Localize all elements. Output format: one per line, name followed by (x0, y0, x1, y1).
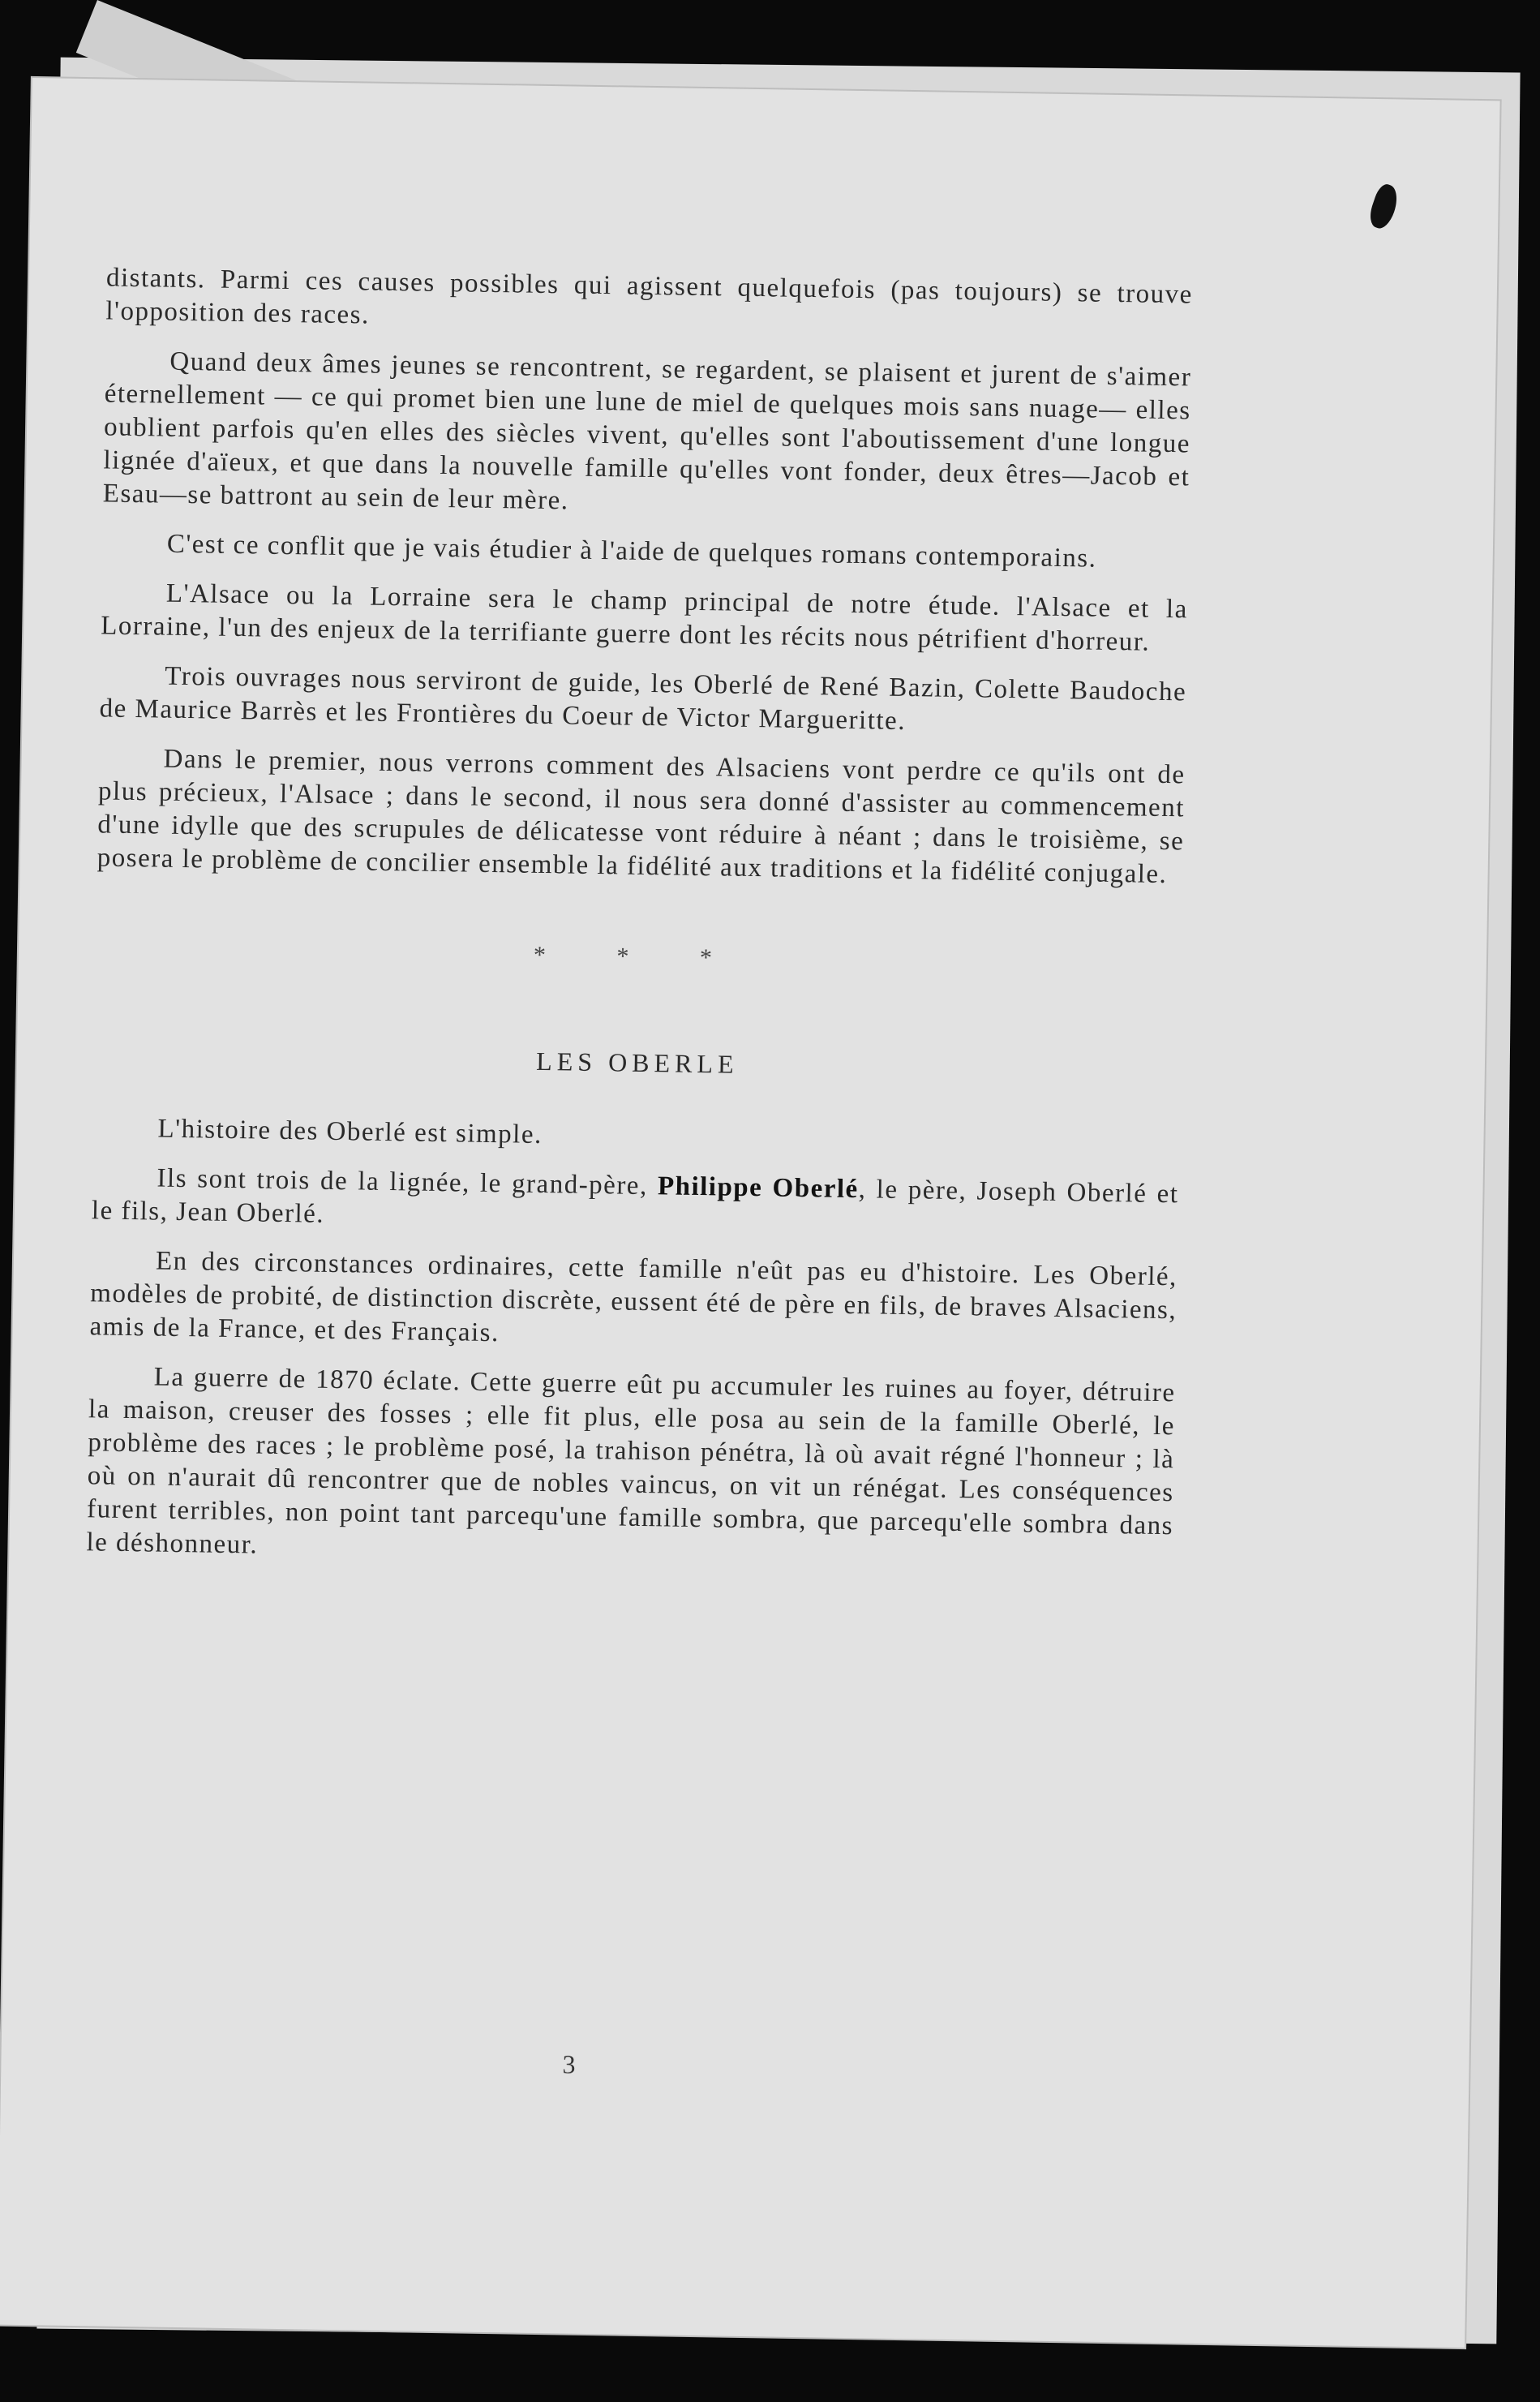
paragraph: Dans le premier, nous verrons comment des Alsaciens vont perdre ce qu'ils ont de plus précieux, l'Alsace ; dans le second, il nous sera donné d'assister au commencement d'une idylle que des scrupules de délicatesse vont réduire à néant ; dans le troisième, se posera le problème de concilier ensemble la fidélité aux traditions et la fidélité conjugale. (97, 744, 1186, 890)
paragraph (92, 1161, 1179, 1244)
paragraph: L'Alsace ou la Lorraine sera le champ principal de notre étude. l'Alsace et la Lorraine, l'un des enjeux de la terrifiante guerre dont les récits nous pétrifient d'horreur. (100, 578, 1189, 657)
section-title: LES OBERLE (535, 1046, 739, 1079)
page-number: 3 (562, 2049, 576, 2079)
paragraph: En des circonstances ordinaires, cette famille n'eût pas eu d'histoire. Les Oberlé, modèles de probité, de distinction discrète, eussent été de père en fils, de braves Alsaciens, amis de la France, et des Français. (89, 1246, 1178, 1348)
section-separator: * * * (533, 941, 745, 972)
paragraph: distants. Parmi ces causes possibles qui agissent quelquefois (pas toujours) se trouve l'opposition des races. (105, 263, 1194, 330)
body-text (86, 261, 1193, 1592)
paragraph: Trois ouvrages nous serviront de guide, les Oberlé de René Bazin, Colette Baudoche de Maurice Barrès et les Frontières du Coeur de Victor Margueritte. (99, 661, 1187, 736)
scan-mark (1366, 182, 1401, 231)
name-philippe-oberle: Philippe Oberlé (657, 1171, 859, 1205)
paragraph: L'histoire des Oberlé est simple. (157, 1114, 543, 1149)
paragraph: La guerre de 1870 éclate. Cette guerre eût pu accumuler les ruines au foyer, détruire la maison, creuser des fosses ; elle fit plus, elle posa au sein de la famille Oberlé, le problème des races ; le problème posé, la trahison pénétra, là où avait régné l'honneur ; là où on n'aurait dû rencontrer que de nobles vaincus, on vit un rénégat. Les conséquences furent terribles, non point tant parcequ'une famille sombra, que parcequ'elle sombra dans le déshonneur. (86, 1362, 1176, 1560)
document-page (0, 78, 1500, 2348)
paragraph: C'est ce conflit que je vais étudier à l'aide de quelques romans contemporains. (166, 529, 1097, 574)
text-run: Ils sont trois de la lignée, le grand-père, (157, 1163, 658, 1201)
paragraph: Quand deux âmes jeunes se rencontrent, se regardent, se plaisent et jurent de s'aimer éternellement — ce qui promet bien une lune de miel de quelques mois sans nuage— elles oublient parfois qu'en elles des siècles vivent, qu'elles sont l'aboutissement d'une longue lignée d'aïeux, et que dans la nouvelle famille qu'elles vont fonder, deux êtres—Jacob et Esau—se battront au sein de leur mère. (102, 346, 1192, 516)
text-run: , le père, Joseph Oberlé et le fils, Jean Oberlé. (91, 1175, 1179, 1229)
